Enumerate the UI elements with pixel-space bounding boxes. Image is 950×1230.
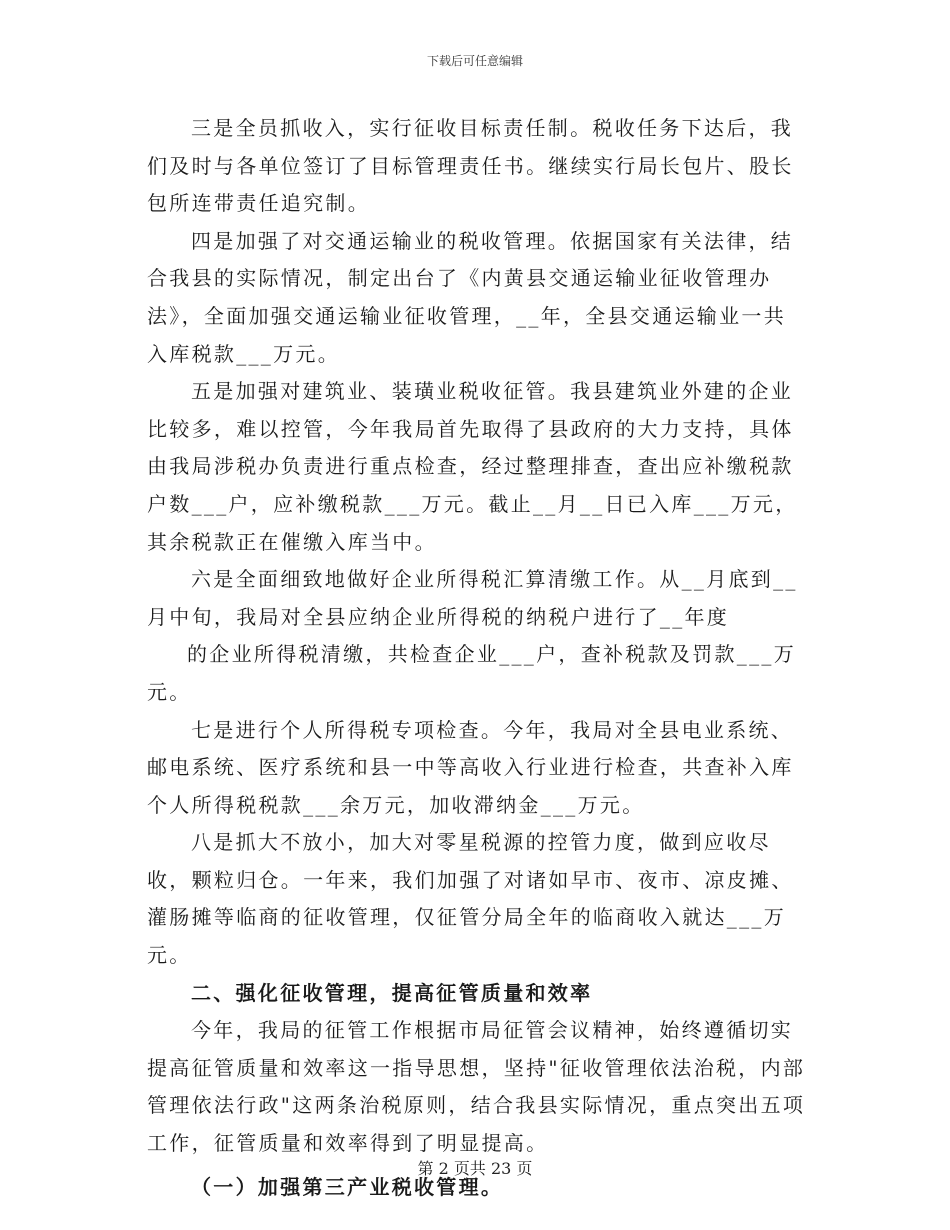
paragraph-3: 三是全员抓收入，实行征收目标责任制。税收任务下达后，我们及时与各单位签订了目标管理责任书。继续实行局长包片、股长包所连带责任追究制。 xyxy=(147,116,794,216)
document-body xyxy=(147,110,807,1206)
section-heading-2: 二、强化征收管理，提高征管质量和效率 xyxy=(191,980,593,1005)
paragraph-section-2-intro: 今年，我局的征管工作根据市局征管会议精神，始终遵循切实提高征管质量和效率这一指导思想，坚持"征收管理依法治税，内部管理依法行政"这两条治税原则，结合我县实际情况，重点突出五项工作，征管质量和效率得到了明显提高。 xyxy=(147,1018,806,1156)
page-header-note: 下载后可任意编辑 xyxy=(426,54,523,68)
page-footer-number: 第 2 页共 23 页 xyxy=(417,1159,533,1178)
paragraph-6-part1: 六是全面细致地做好企业所得税汇算清缴工作。从__月底到__月中旬，我局对全县应纳企业所得税的纳税户进行了__年度 xyxy=(147,567,798,629)
paragraph-4: 四是加强了对交通运输业的税收管理。依据国家有关法律，结合我县的实际情况，制定出台了《内黄县交通运输业征收管理办法》，全面加强交通运输业征收管理，__年，全县交通运输业一共入库税款___万元。 xyxy=(147,228,794,366)
paragraph-8: 八是抓大不放小，加大对零星税源的控管力度，做到应收尽收，颗粒归仓。一年来，我们加强了对诸如早市、夜市、凉皮摊、灌肠摊等临商的征收管理，仅征管分局全年的临商收入就达___万元。 xyxy=(147,830,794,968)
paragraph-6-part2: 的企业所得税清缴，共检查企业___户，查补税款及罚款___万元。 xyxy=(147,642,796,704)
subsection-heading-1: （一）加强第三产业税收管理。 xyxy=(191,1174,504,1199)
paragraph-5: 五是加强对建筑业、装璜业税收征管。我县建筑业外建的企业比较多，难以控管，今年我局首先取得了县政府的大力支持，具体由我局涉税办负责进行重点检查，经过整理排查，查出应补缴税款户数___户，应补缴税款___万元。截止__月__日已入库___万元，其余税款正在催缴入库当中。 xyxy=(147,379,798,554)
paragraph-7: 七是进行个人所得税专项检查。今年，我局对全县电业系统、邮电系统、医疗系统和县一中等高收入行业进行检查，共查补入库个人所得税税款___余万元，加收滞纳金___万元。 xyxy=(147,717,794,817)
